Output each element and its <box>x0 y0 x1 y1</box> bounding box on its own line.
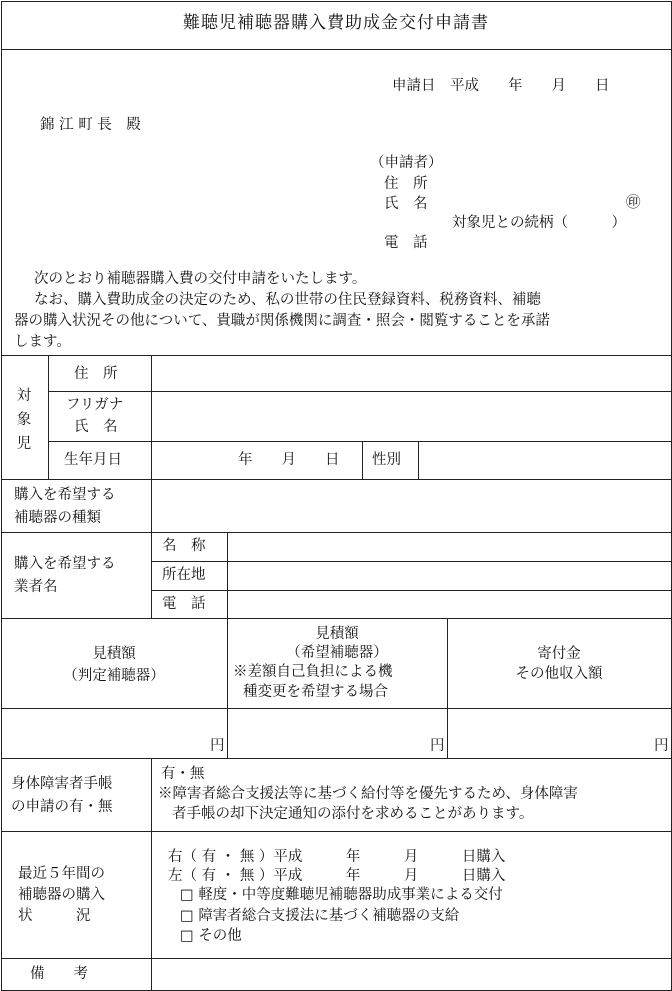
checkbox-icon[interactable]: □ <box>180 887 194 903</box>
history-option-3-label: その他 <box>198 928 242 944</box>
disability-note-1: ※障害者総合支援法等に基づく給付等を優先するため、身体障害 <box>158 786 578 802</box>
row-rule-dob <box>48 441 671 442</box>
row-rule-history-top <box>1 831 671 832</box>
history-option-2-label: 障害者総合支援法に基づく補聴器の支給 <box>198 908 460 924</box>
disability-label-2: の申請の有・無 <box>11 799 113 815</box>
row-rule-furigana <box>48 391 671 392</box>
col-rule-child-section <box>48 355 49 479</box>
estimate-col1-title: 見積額 <box>92 646 136 662</box>
addressee: 錦 江 町 長 殿 <box>40 117 141 133</box>
history-right-ear: 右（ 有 ・ 無 ）平成 年 月 日購入 <box>168 849 506 865</box>
statement-line-2: なお、購入費助成金の決定のため、私の世帯の住民登録資料、税務資料、補聴 <box>34 292 541 308</box>
row-rule-vendor-loc <box>151 561 671 562</box>
vendor-name-label: 名 称 <box>162 538 206 554</box>
applicant-phone-label: 電 話 <box>384 235 428 251</box>
row-rule-estimate-values <box>1 708 671 709</box>
history-option-2[interactable] <box>180 908 459 925</box>
estimate-col2-sub: （希望補聴器） <box>286 645 388 661</box>
statement-line-1: 次のとおり補聴器購入費の交付申請をいたします。 <box>34 271 367 287</box>
vendor-location-label: 所在地 <box>162 567 206 583</box>
estimate-col2-yen: 円 <box>430 738 445 754</box>
col-rule-sex-right <box>418 441 419 479</box>
row-rule-vendor-phone <box>151 590 671 591</box>
col-rule-lower-label <box>151 758 152 990</box>
estimate-col2-title: 見積額 <box>315 626 359 642</box>
child-section-label: 対象児 <box>16 388 32 452</box>
remarks-label: 備 考 <box>30 966 88 982</box>
applicant-name-label: 氏 名 <box>384 196 428 212</box>
vendor-label-1: 購入を希望する <box>14 556 116 572</box>
form-title: 難聴児補聴器購入費助成金交付申請書 <box>183 13 489 33</box>
estimate-col3-title: 寄付金 <box>537 646 581 662</box>
history-label-3: 状 況 <box>18 908 91 924</box>
row-rule-estimate-top <box>1 618 671 619</box>
row-rule-vendor-top <box>1 532 671 533</box>
child-address-label: 住 所 <box>74 366 118 382</box>
child-furigana-label: フリガナ <box>66 397 124 413</box>
history-label-2: 補聴器の購入 <box>18 887 105 903</box>
vendor-label-2: 業者名 <box>14 579 58 595</box>
child-dob-value: 年 月 日 <box>238 452 340 468</box>
estimate-col1-sub: （判定補聴器） <box>63 668 165 684</box>
col-rule-vendor-sub <box>227 532 228 618</box>
disability-choice: 有・無 <box>161 766 205 782</box>
statement-line-4: します。 <box>14 334 71 350</box>
disability-label-1: 身体障害者手帳 <box>11 776 113 792</box>
col-rule-estimate-2 <box>447 618 448 758</box>
relation-label: 対象児との続柄（ ） <box>452 215 626 231</box>
history-option-3[interactable] <box>180 928 242 945</box>
vendor-phone-label: 電 話 <box>162 596 206 612</box>
applicant-heading: （申請者） <box>370 155 443 171</box>
title-divider <box>1 49 671 50</box>
history-label-1: 最近５年間の <box>18 866 105 882</box>
child-dob-label: 生年月日 <box>64 452 122 468</box>
row-rule-child-top <box>1 355 671 356</box>
estimate-col1-yen: 円 <box>210 738 225 754</box>
estimate-col3-sub: その他収入額 <box>515 666 603 682</box>
estimate-col2-note-2: 種変更を希望する場合 <box>243 684 388 700</box>
seal-mark: ㊞ <box>626 195 641 211</box>
row-rule-remarks-top <box>1 958 671 959</box>
child-name-label: 氏 名 <box>74 419 118 435</box>
estimate-col2-note-1: ※差額自己負担による機 <box>233 664 393 680</box>
row-rule-device-top <box>1 479 671 480</box>
history-left-ear: 左（ 有 ・ 無 ）平成 年 月 日購入 <box>168 868 506 884</box>
device-type-label-2: 補聴器の種類 <box>14 510 101 526</box>
row-rule-disability-top <box>1 758 671 759</box>
checkbox-icon[interactable]: □ <box>180 928 194 944</box>
applicant-address-label: 住 所 <box>384 176 428 192</box>
application-date: 申請日 平成 年 月 日 <box>392 78 610 94</box>
estimate-col3-yen: 円 <box>654 738 669 754</box>
statement-line-3: 器の購入状況その他について、貴職が関係機関に調査・照会・閲覧することを承諾 <box>14 313 550 329</box>
device-type-label-1: 購入を希望する <box>14 487 116 503</box>
child-sex-label: 性別 <box>372 452 401 468</box>
col-rule-label <box>151 355 152 618</box>
history-option-1-label: 軽度・中等度難聴児補聴器助成事業による交付 <box>198 887 503 903</box>
history-option-1[interactable] <box>180 887 503 904</box>
checkbox-icon[interactable]: □ <box>180 908 194 924</box>
disability-note-2: 者手帳の却下決定通知の添付を求めることがあります。 <box>172 806 534 822</box>
col-rule-sex-left <box>362 441 363 479</box>
